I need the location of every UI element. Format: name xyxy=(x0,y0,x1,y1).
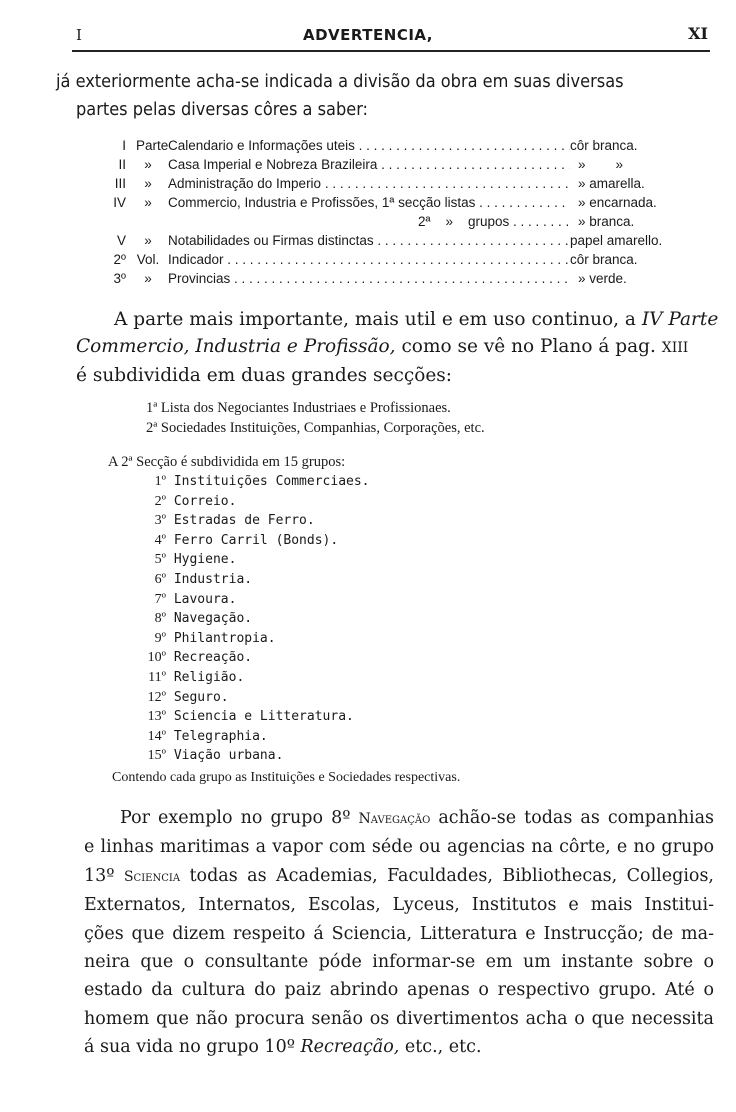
text-run-italic: IV Parte xyxy=(641,309,719,330)
part-color: » » xyxy=(578,157,624,172)
group-number: 5º xyxy=(154,552,166,568)
part-label: » xyxy=(144,176,152,191)
text-run: etc., etc. xyxy=(399,1037,482,1058)
group-name: Ferro Carril (Bonds). xyxy=(173,532,339,548)
paragraph-line: estado da cultura do paiz abrindo apenas o respectivo grupo. Até o xyxy=(84,980,714,1001)
group-item xyxy=(140,570,560,590)
part-label: » xyxy=(144,233,152,248)
groups-note: Contendo cada grupo as Instituições e Sociedades respectivas. xyxy=(112,770,461,785)
text-run-italic: Commercio, Industria e Profissão, xyxy=(76,336,396,357)
text-run: achão-se todas as companhias xyxy=(430,808,714,828)
part-color: » encarnada. xyxy=(578,195,657,210)
paragraph-line xyxy=(76,333,712,362)
group-name: Recreação. xyxy=(173,650,253,666)
part-row xyxy=(80,231,720,250)
paragraph-line: neira que o consultante póde informar-se em um instante sobre o xyxy=(84,952,714,973)
paragraph-line xyxy=(84,804,714,833)
group-number: 3º xyxy=(154,513,166,529)
paragraph-example xyxy=(84,804,714,1062)
groups-list xyxy=(140,472,560,766)
part-row xyxy=(80,250,720,269)
group-item xyxy=(140,688,560,708)
text-run: como se vê no Plano á pag. xyxy=(395,336,662,357)
part-row xyxy=(80,136,720,155)
part-description: Notabilidades ou Firmas distinctas . . . xyxy=(168,231,570,250)
group-item xyxy=(140,746,560,766)
group-number: 4º xyxy=(154,532,166,548)
group-number: 15º xyxy=(147,748,166,764)
part-label: » xyxy=(144,157,152,172)
group-name: Navegação. xyxy=(173,611,253,627)
intro-line-1: já exteriormente acha-se indicada a divisão da obra em suas diversas xyxy=(56,71,624,92)
part-row xyxy=(80,212,720,231)
group-item xyxy=(140,472,560,492)
text-run: A parte mais importante, mais util e em uso continuo, a xyxy=(114,309,642,330)
text-run-smallcaps: Sciencia xyxy=(123,868,181,885)
page-header xyxy=(0,22,736,56)
part-description: Casa Imperial e Nobreza Brazileira . . . xyxy=(168,155,570,174)
part-number: III xyxy=(114,176,126,191)
group-number: 8º xyxy=(154,611,166,627)
group-item xyxy=(140,609,560,629)
part-color: côr branca. xyxy=(570,138,638,153)
group-number: 13º xyxy=(147,709,166,725)
group-item xyxy=(140,707,560,727)
part-color: » branca. xyxy=(578,214,635,229)
part-number: IV xyxy=(113,195,126,210)
group-number: 6º xyxy=(154,571,166,587)
group-item xyxy=(140,590,560,610)
part-color: » amarella. xyxy=(578,176,645,191)
part-number: 3º xyxy=(113,271,126,286)
group-item xyxy=(140,648,560,668)
text-run: Por exemplo no grupo 8º xyxy=(120,808,359,828)
group-number: 12º xyxy=(147,689,166,705)
group-name: Lavoura. xyxy=(173,591,237,607)
part-number: 2º xyxy=(113,252,126,267)
group-name: Seguro. xyxy=(173,689,229,705)
section2-intro: A 2ª Secção é subdividida em 15 grupos: xyxy=(108,454,346,470)
text-run: todas as Academias, Faculdades, Bibliothecas, Collegios, xyxy=(180,865,714,886)
group-item xyxy=(140,629,560,649)
section-item: 1ª Lista dos Negociantes Industriaes e Profissionaes. xyxy=(146,400,451,416)
part-label: Vol. xyxy=(136,252,160,267)
paragraph-line: ções que dizem respeito á Sciencia, Litteratura e Instrucção; de ma- xyxy=(84,923,714,944)
paragraph-line xyxy=(84,1033,714,1061)
group-name: Philantropia. xyxy=(173,630,276,646)
header-left-mark: I xyxy=(76,26,82,44)
text-run: á sua vida no grupo 10º xyxy=(84,1037,301,1058)
intro-line-2: partes pelas diversas côres a saber: xyxy=(76,99,369,120)
text-run-smallcaps: Navegação xyxy=(358,811,431,827)
part-row xyxy=(80,174,720,193)
group-name: Correio. xyxy=(173,493,237,509)
part-row xyxy=(80,155,720,174)
group-name: Sciencia e Litteratura. xyxy=(173,709,354,725)
page-number: XI xyxy=(688,24,708,43)
group-number: 9º xyxy=(154,630,166,646)
page-reference: XIII xyxy=(661,340,689,356)
group-number: 7º xyxy=(154,591,166,607)
text-run-italic: Recreação, xyxy=(300,1037,400,1058)
part-number: I xyxy=(122,138,126,153)
part-row xyxy=(80,269,720,288)
group-name: Religião. xyxy=(173,669,245,685)
header-rule xyxy=(72,50,710,52)
group-item xyxy=(140,492,560,512)
part-color: côr branca. xyxy=(570,252,638,267)
group-number: 14º xyxy=(147,728,166,744)
intro-paragraph xyxy=(56,68,711,124)
text-run: 13º xyxy=(84,865,124,886)
group-name: Instituições Commerciaes. xyxy=(173,474,370,489)
group-number: 11º xyxy=(148,669,166,685)
part-description: Indicador . . . xyxy=(168,250,570,269)
group-number: 10º xyxy=(147,650,166,666)
sections-list xyxy=(146,398,686,438)
part-description: 2ª » grupos . . . xyxy=(168,212,570,231)
part-label: » xyxy=(144,271,152,286)
group-name: Industria. xyxy=(173,571,253,587)
paragraph-line: Externatos, Internatos, Escolas, Lyceus, Institutos e mais Institui- xyxy=(84,895,714,916)
group-item xyxy=(140,550,560,570)
group-item xyxy=(140,511,560,531)
paragraph-line xyxy=(84,862,714,891)
paragraph-important-part xyxy=(76,306,719,389)
group-name: Estradas de Ferro. xyxy=(173,513,315,529)
part-label: » xyxy=(144,195,152,210)
part-description: Calendario e Informações uteis . . . xyxy=(168,136,570,155)
part-label: Parte xyxy=(136,138,169,153)
paragraph-line xyxy=(76,306,719,333)
part-description: Provincias . . . xyxy=(168,269,570,288)
group-number: 2º xyxy=(154,493,166,509)
group-name: Telegraphia. xyxy=(173,728,268,744)
part-description: Commercio, Industria e Profissões, 1ª secção listas . . . xyxy=(168,193,570,212)
part-number: V xyxy=(116,233,126,248)
part-color: papel amarello. xyxy=(570,233,663,248)
part-row xyxy=(80,193,720,212)
group-number: 1º xyxy=(154,474,166,489)
paragraph-line: é subdividida em duas grandes secções: xyxy=(76,365,453,386)
paragraph-line: homem que não procura senão os divertimentos acha o que necessita xyxy=(84,1008,714,1029)
section-item: 2ª Sociedades Instituições, Companhias, Corporações, etc. xyxy=(146,420,485,436)
parts-list xyxy=(80,136,720,288)
part-color: » verde. xyxy=(578,271,627,286)
page-title: ADVERTENCIA, xyxy=(303,26,433,44)
group-item xyxy=(140,668,560,688)
part-description: Administração do Imperio . . . xyxy=(168,174,570,193)
group-name: Viação urbana. xyxy=(173,748,284,764)
part-number: II xyxy=(118,157,126,172)
group-item xyxy=(140,531,560,551)
group-name: Hygiene. xyxy=(173,552,237,568)
group-item xyxy=(140,727,560,747)
paragraph-line: e linhas maritimas a vapor com séde ou agencias na côrte, e no grupo xyxy=(84,837,714,858)
